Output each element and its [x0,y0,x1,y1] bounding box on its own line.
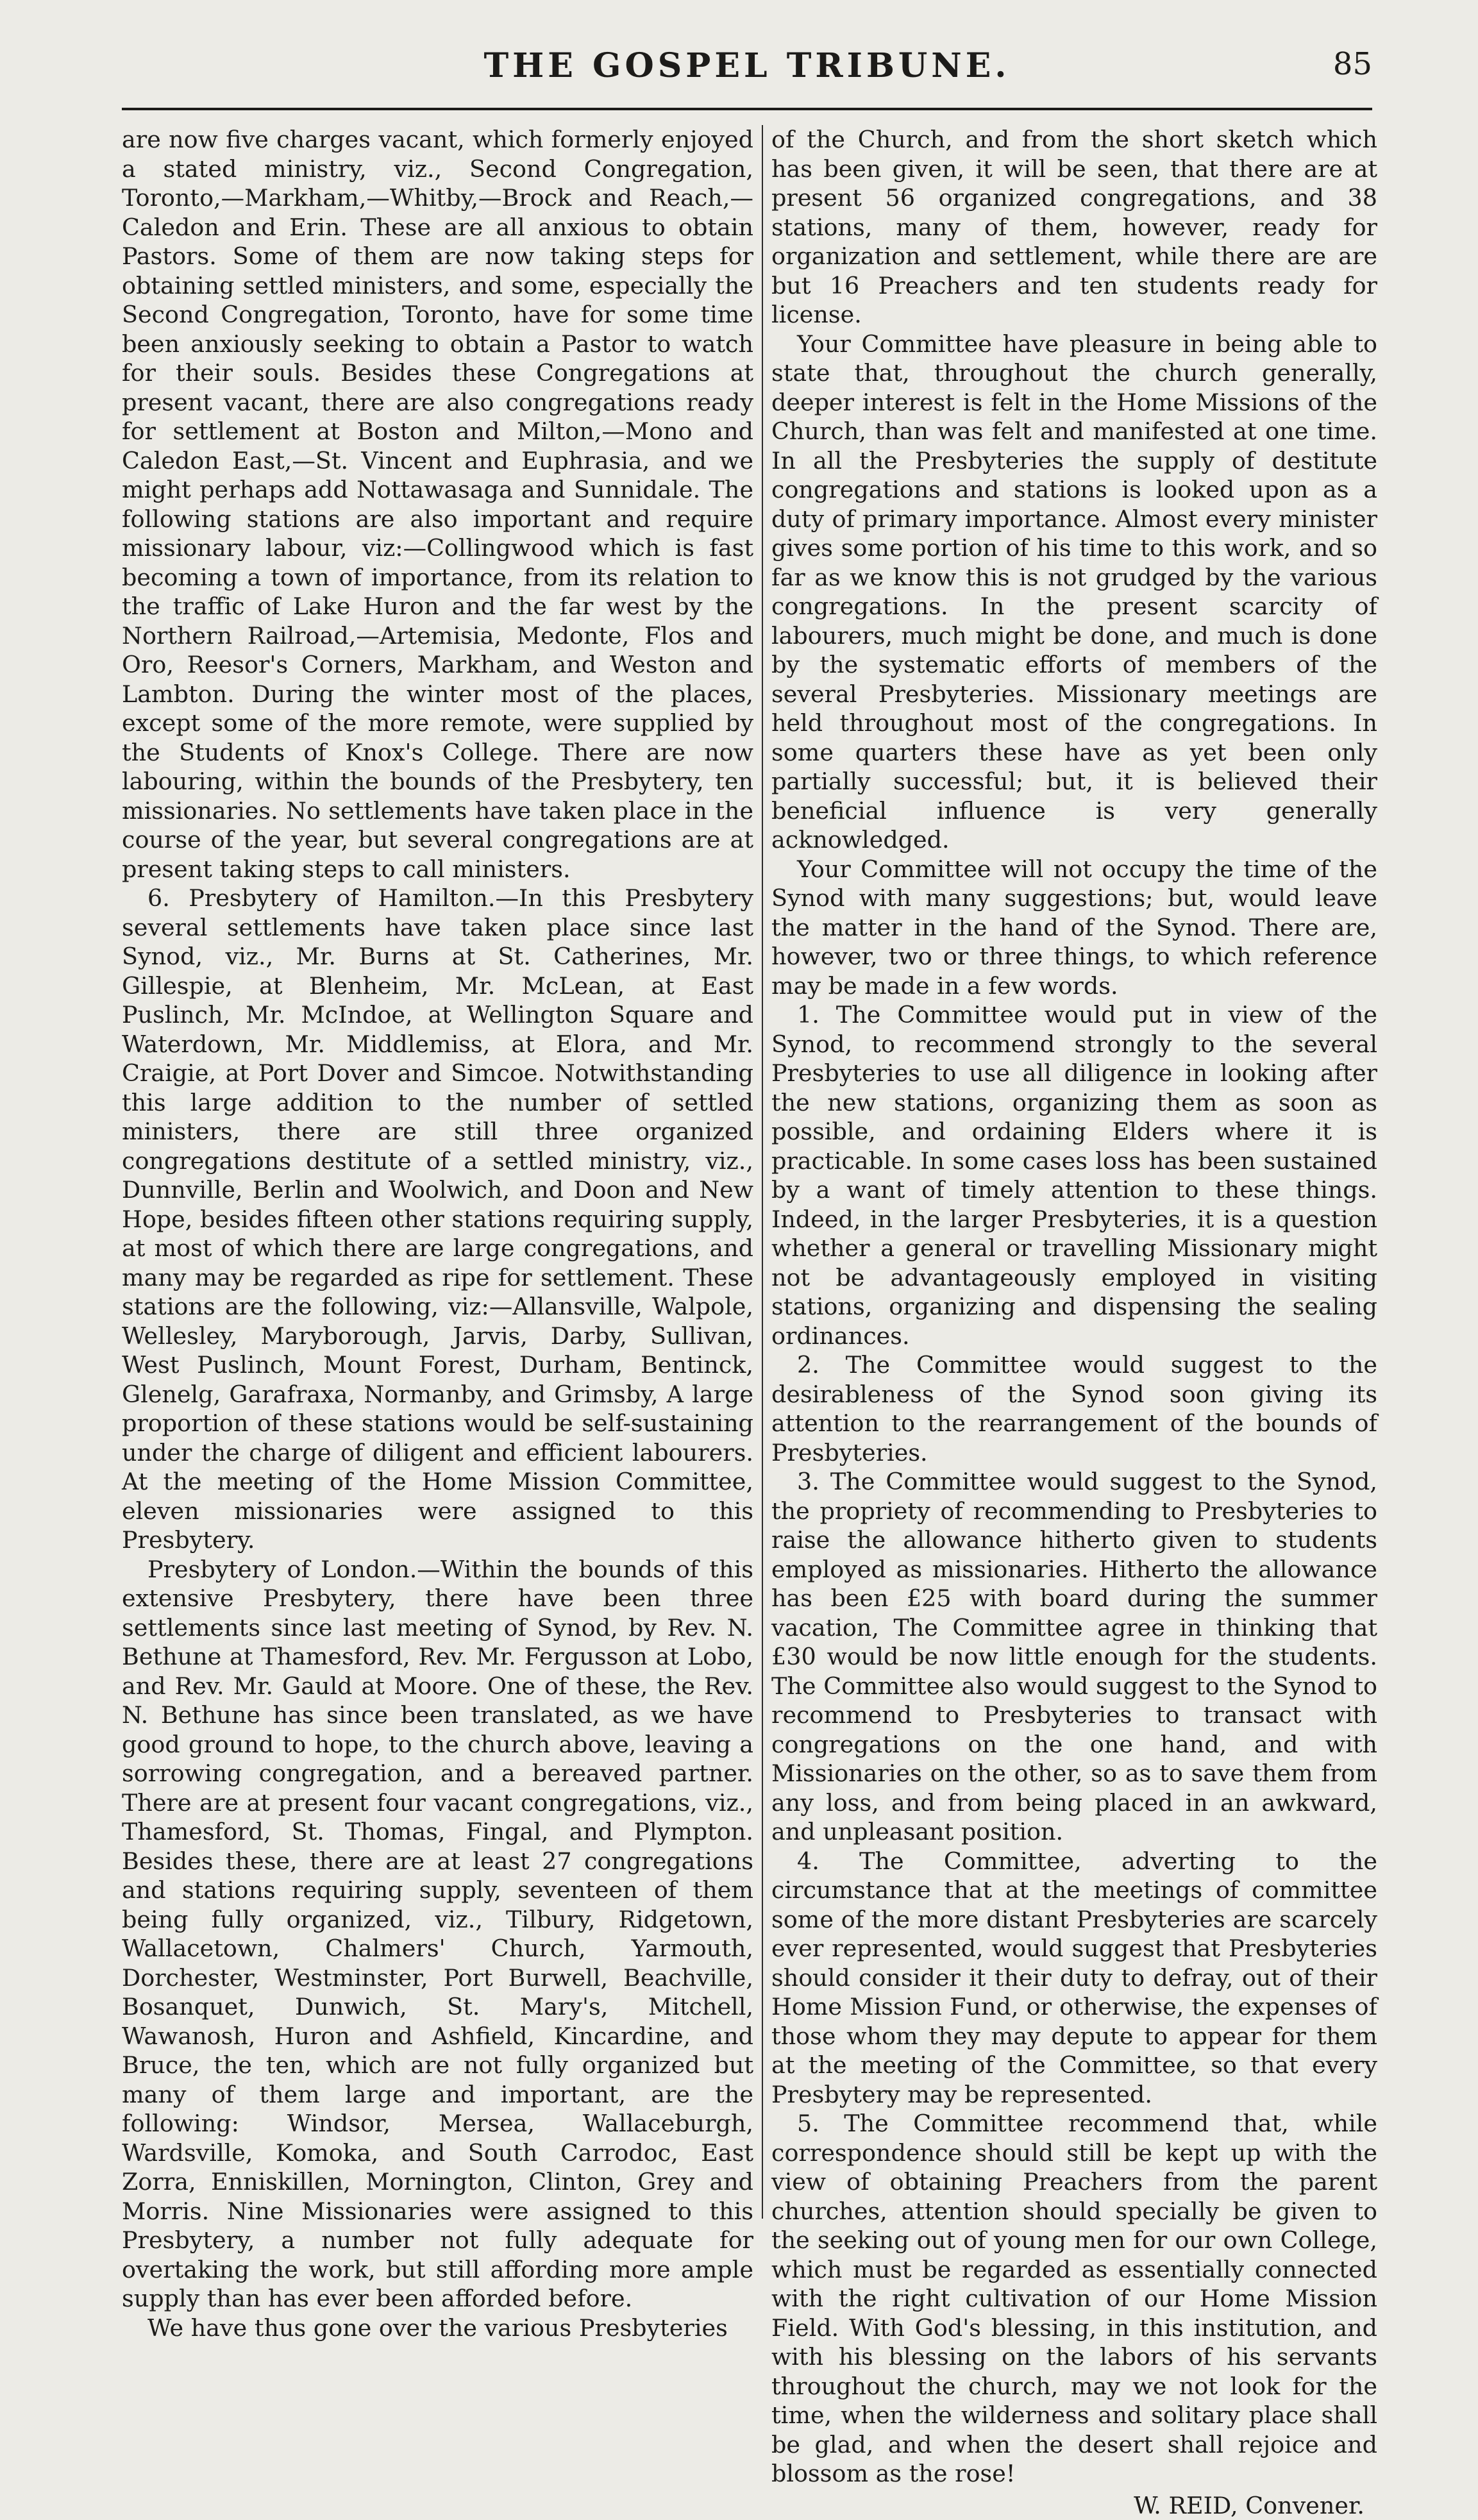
right-paragraph-4: 1. The Committee would put in view of the Synod, to recommend strongly to the several Presbyteries to use all diligence in looking after the new stations, organizing them as soon as possible, and ordaining Elders where it is practicable. In some cases loss has been sustained by a want of timely attention to these things. Indeed, in the larger Presbyteries, it is a question whether a general or travelling Missionary might not be advantageously employed in visiting stations, organizing and dispensing the sealing ordinances. [771,1000,1377,1350]
right-paragraph-2: Your Committee have pleasure in being able to state that, throughout the church generally, deeper interest is felt in the Home Missions of the Church, than was felt and manifested at one time. In all the Presbyteries the supply of destitute congregations and stations is looked upon as a duty of primary importance. Almost every minister gives some portion of his time to this work, and so far as we know this is not grudged by the various congregations. In the present scarcity of labourers, much might be done, and much is done by the systematic efforts of members of the several Presbyteries. Missionary meetings are held throughout most of the congregations. In some quarters these have as yet been only partially successful; but, it is believed their beneficial influence is very generally acknowledged. [771,330,1377,855]
column-divider [762,125,763,2219]
signature: W. REID, Convener. [771,2491,1377,2520]
left-column [122,125,753,2342]
left-paragraph-1: are now five charges vacant, which formerly enjoyed a stated ministry, viz., Second Congregation, Toronto,—Markham,—Whitby,—Brock and Reach,—Caledon and Erin. These are all anxious to obtain Pastors. Some of them are now taking steps for obtaining settled ministers, and some, especially the Second Congregation, Toronto, have for some time been anxiously seeking to obtain a Pastor to watch for their souls. Besides these Congregations at present vacant, there are also congregations ready for settlement at Boston and Milton,—Mono and Caledon East,—St. Vincent and Euphrasia, and we might perhaps add Nottawasaga and Sunnidale. The following stations are also important and require missionary labour, viz:—Collingwood which is fast becoming a town of importance, from its relation to the traffic of Lake Huron and the far west by the Northern Railroad,—Artemisia, Medonte, Flos and Oro, Reesor's Corners, Markham, and Weston and Lambton. During the winter most of the places, except some of the more remote, were supplied by the Students of Knox's College. There are now labouring, within the bounds of the Presbytery, ten missionaries. No settlements have taken place in the course of the year, but several congregations are at present taking steps to call ministers. [122,125,753,884]
right-paragraph-8: 5. The Committee recommend that, while correspondence should still be kept up with the view of obtaining Preachers from the parent churches, attention should specially be given to the seeking out of young men for our own College, which must be regarded as essentially connected with the right cultivation of our Home Mission Field. With God's blessing, in this institution, and with his blessing on the labors of his servants throughout the church, may we not look for the time, when the wilderness and solitary place shall be glad, and when the desert shall rejoice and blossom as the rose! [771,2109,1377,2489]
right-paragraph-5: 2. The Committee would suggest to the desirableness of the Synod soon giving its attention to the rearrangement of the bounds of Presbyteries. [771,1350,1377,1467]
right-paragraph-1: of the Church, and from the short sketch which has been given, it will be seen, that there are at present 56 organized congregations, and 38 stations, many of them, however, ready for organization and settlement, while there are are but 16 Preachers and ten students ready for license. [771,125,1377,330]
right-paragraph-3: Your Committee will not occupy the time of the Synod with many suggestions; but, would leave the matter in the hand of the Synod. There are, however, two or three things, to which reference may be made in a few words. [771,855,1377,1001]
right-column [771,125,1377,2520]
header-rule [122,108,1372,110]
page-number: 85 [1333,46,1372,82]
left-paragraph-4: We have thus gone over the various Presbyteries [122,2314,753,2343]
right-paragraph-7: 4. The Committee, adverting to the circumstance that at the meetings of committee some of the more distant Presbyteries are scarcely ever represented, would suggest that Presbyteries should consider it their duty to defray, out of their Home Mission Fund, or otherwise, the expenses of those whom they may depute to appear for them at the meeting of the Committee, so that every Presbytery may be represented. [771,1847,1377,2110]
page-header [122,46,1372,97]
left-paragraph-2: 6. Presbytery of Hamilton.—In this Presbytery several settlements have taken place since last Synod, viz., Mr. Burns at St. Catherines, Mr. Gillespie, at Blenheim, Mr. McLean, at East Puslinch, Mr. McIndoe, at Wellington Square and Waterdown, Mr. Middlemiss, at Elora, and Mr. Craigie, at Port Dover and Simcoe. Notwithstanding this large addition to the number of settled ministers, there are still three organized congregations destitute of a settled ministry, viz., Dunnville, Berlin and Woolwich, and Doon and New Hope, besides fifteen other stations requiring supply, at most of which there are large congregations, and many may be regarded as ripe for settlement. These stations are the following, viz:—Allansville, Walpole, Wellesley, Maryborough, Jarvis, Darby, Sullivan, West Puslinch, Mount Forest, Durham, Bentinck, Glenelg, Garafraxa, Normanby, and Grimsby, A large proportion of these stations would be self-sustaining under the charge of diligent and efficient labourers. At the meeting of the Home Mission Committee, eleven missionaries were assigned to this Presbytery. [122,884,753,1555]
right-paragraph-6: 3. The Committee would suggest to the Synod, the propriety of recommending to Presbyteries to raise the allowance hitherto given to students employed as missionaries. Hitherto the allowance has been £25 with board during the summer vacation, The Committee agree in thinking that £30 would be now little enough for the students. The Committee also would suggest to the Synod to recommend to Presbyteries to transact with congregations on the one hand, and with Missionaries on the other, so as to save them from any loss, and from being placed in an awkward, and unpleasant position. [771,1467,1377,1847]
left-paragraph-3: Presbytery of London.—Within the bounds of this extensive Presbytery, there have been three settlements since last meeting of Synod, by Rev. N. Bethune at Thamesford, Rev. Mr. Fergusson at Lobo, and Rev. Mr. Gauld at Moore. One of these, the Rev. N. Bethune has since been translated, as we have good ground to hope, to the church above, leaving a sorrowing congregation, and a bereaved partner. There are at present four vacant congregations, viz., Thamesford, St. Thomas, Fingal, and Plympton. Besides these, there are at least 27 congregations and stations requiring supply, seventeen of them being fully organized, viz., Tilbury, Ridgetown, Wallacetown, Chalmers' Church, Yarmouth, Dorchester, Westminster, Port Burwell, Beachville, Bosanquet, Dunwich, St. Mary's, Mitchell, Wawanosh, Huron and Ashfield, Kincardine, and Bruce, the ten, which are not fully organized but many of them large and important, are the following: Windsor, Mersea, Wallaceburgh, Wardsville, Komoka, and South Carrodoc, East Zorra, Enniskillen, Mornington, Clinton, Grey and Morris. Nine Missionaries were assigned to this Presbytery, a number not fully adequate for overtaking the work, but still affording more ample supply than has ever been afforded before. [122,1555,753,2314]
publication-title: THE GOSPEL TRIBUNE. [122,46,1372,85]
